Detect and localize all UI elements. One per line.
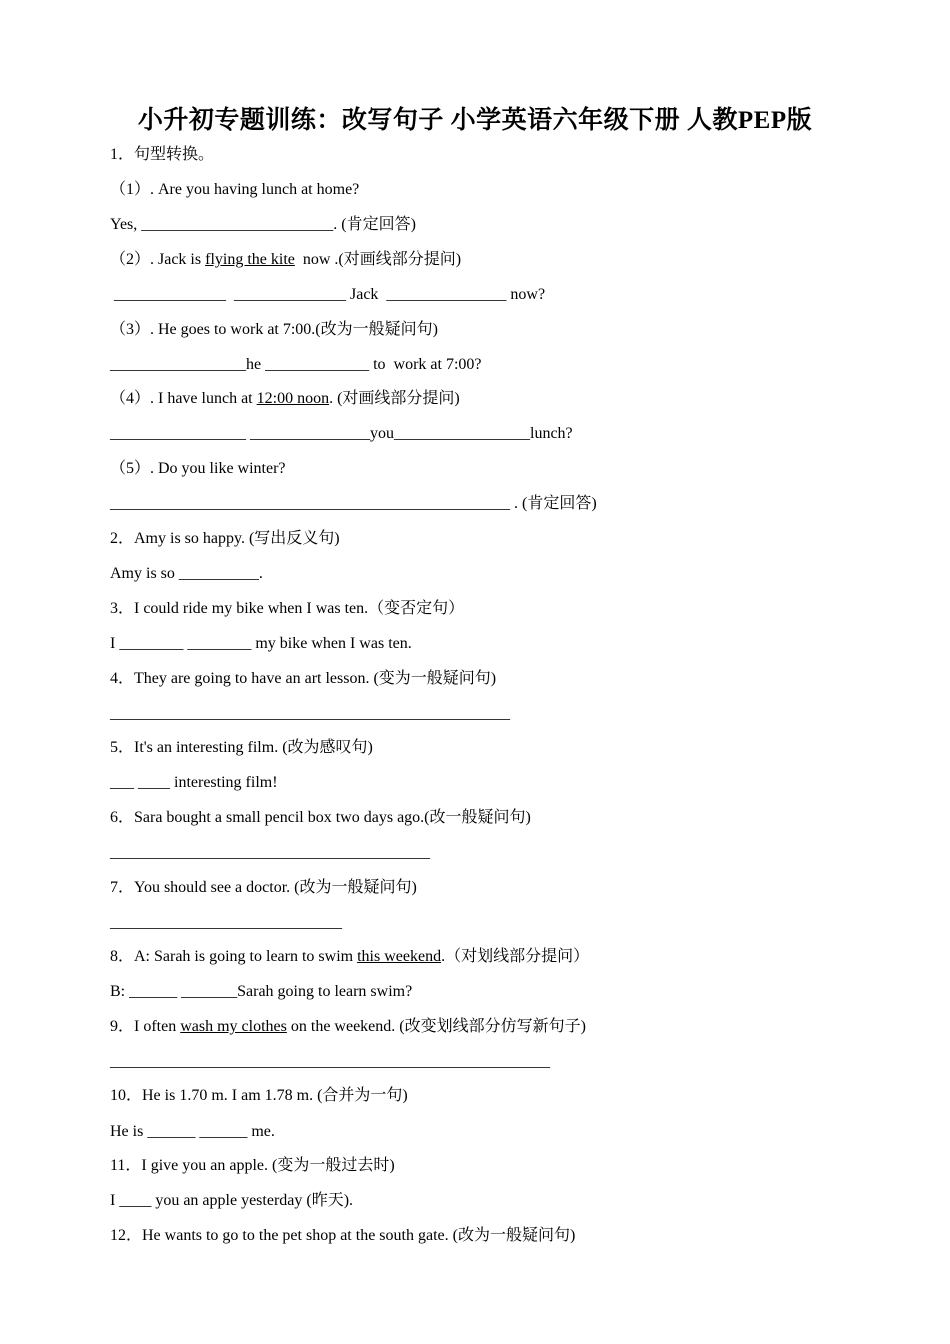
answer-line: Yes, ________________________. (肯定回答) xyxy=(110,216,416,233)
answer-line: ________________________________________ xyxy=(110,844,430,861)
question-4: 4．They are going to have an art lesson. (变为一般疑问句) xyxy=(110,670,497,687)
question-5: 5．It's an interesting film. (改为感叹句) xyxy=(110,739,373,756)
question-text: .（对划线部分提问） xyxy=(441,948,590,965)
answer-line: _________________he _____________ to work at 7:00? xyxy=(110,356,482,373)
answer-line: B: ______ _______Sarah going to learn swim? xyxy=(110,983,413,1000)
question-12: 12．He wants to go to the pet shop at the south gate. (改为一般疑问句) xyxy=(110,1227,576,1244)
answer-line: ______________ ______________ Jack _______________ now? xyxy=(110,286,546,303)
answer-line: Amy is so __________. xyxy=(110,565,263,582)
question-7: 7．You should see a doctor. (改为一般疑问句) xyxy=(110,879,417,896)
page-title: 小升初专题训练：改写句子 小学英语六年级下册 人教PEP版 xyxy=(137,107,813,134)
question-10: 10．He is 1.70 m. I am 1.78 m. (合并为一句) xyxy=(110,1087,408,1104)
underlined-text: 12:00 noon xyxy=(256,390,330,407)
question-1-1: （1）. Are you having lunch at home? xyxy=(110,181,360,198)
question-8 xyxy=(110,947,589,967)
underlined-text: this weekend xyxy=(357,948,442,965)
answer-line: __________________________________________________ xyxy=(110,705,510,722)
answer-line: _____________________________ xyxy=(110,914,342,931)
question-text: （4）. I have lunch at xyxy=(110,390,257,407)
question-1-3: （3）. He goes to work at 7:00.(改为一般疑问句) xyxy=(110,321,438,338)
answer-line: ___ ____ interesting film! xyxy=(110,774,278,791)
underlined-text: flying the kite xyxy=(205,251,295,268)
question-text: . (对画线部分提问) xyxy=(329,390,460,407)
answer-line: He is ______ ______ me. xyxy=(110,1123,275,1140)
question-1-4 xyxy=(110,389,460,409)
answer-line: _______________________________________________________ xyxy=(110,1053,550,1070)
question-1-2 xyxy=(110,250,461,270)
question-text: now .(对画线部分提问) xyxy=(294,251,462,268)
question-6: 6．Sara bought a small pencil box two days ago.(改一般疑问句) xyxy=(110,809,531,826)
question-2: 2．Amy is so happy. (写出反义句) xyxy=(110,530,340,547)
question-1: 1．句型转换。 xyxy=(110,146,215,163)
answer-line: I ____ you an apple yesterday (昨天). xyxy=(110,1192,354,1209)
question-text: 8．A: Sarah is going to learn to swim xyxy=(110,948,358,965)
underlined-text: wash my clothes xyxy=(180,1018,287,1035)
question-3: 3．I could ride my bike when I was ten.（变否定句） xyxy=(110,600,465,617)
answer-line: __________________________________________________ . (肯定回答) xyxy=(110,495,597,512)
answer-line: _________________ _______________you_________________lunch? xyxy=(110,425,573,442)
question-text: 9．I often xyxy=(110,1018,181,1035)
question-text: （2）. Jack is xyxy=(110,251,206,268)
question-text: on the weekend. (改变划线部分仿写新句子) xyxy=(286,1018,586,1035)
answer-line: I ________ ________ my bike when I was ten. xyxy=(110,635,412,652)
question-11: 11．I give you an apple. (变为一般过去时) xyxy=(110,1157,395,1174)
question-9 xyxy=(110,1017,586,1037)
question-1-5: （5）. Do you like winter? xyxy=(110,460,286,477)
